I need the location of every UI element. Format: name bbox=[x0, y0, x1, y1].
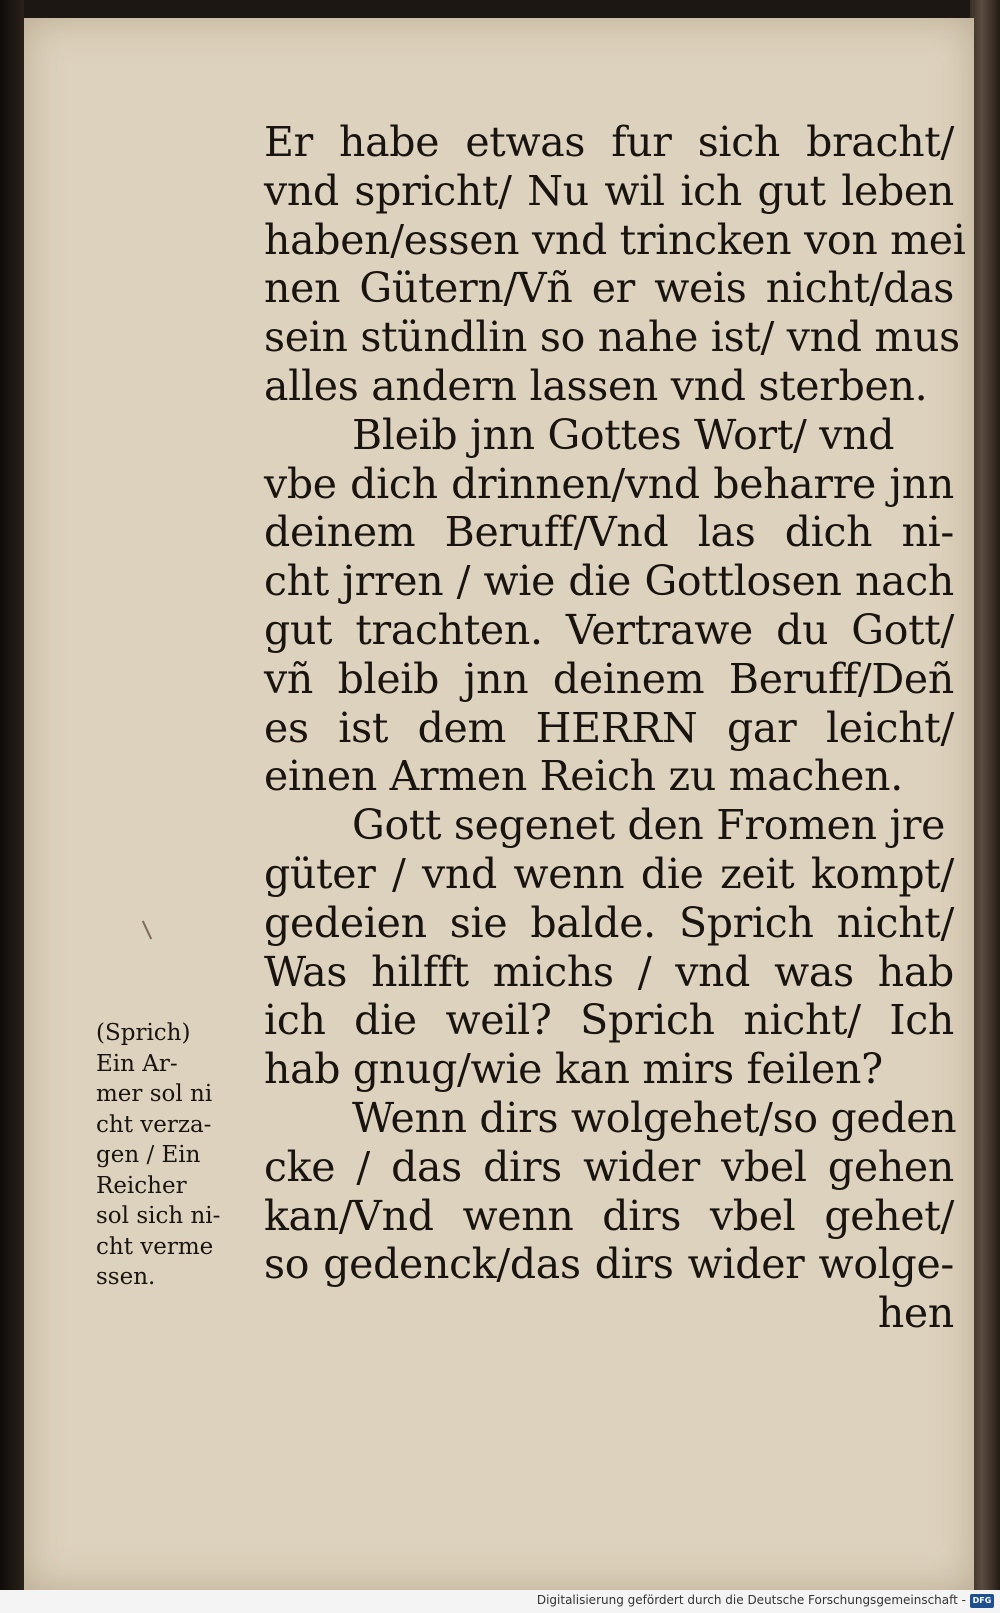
text-line: alles andern lassen vnd sterben. bbox=[264, 361, 928, 410]
page-edge-shadow bbox=[970, 0, 1000, 1590]
text-line-paragraph-start: Gott segenet den Fromen jre bbox=[352, 801, 946, 850]
margin-note-line: Reicher bbox=[96, 1172, 187, 1199]
text-line: deinem Beruff/Vnd las dich ni- bbox=[264, 508, 954, 557]
text-line: sein stündlin so nahe ist/ vnd mus bbox=[264, 313, 960, 362]
catchword: hen bbox=[877, 1289, 954, 1338]
text-line: cht jrren / wie die Gottlosen nach bbox=[264, 557, 954, 606]
text-line-paragraph-start: Wenn dirs wolgehet/so geden bbox=[352, 1093, 957, 1142]
text-line: Er habe etwas fur sich bracht/ bbox=[264, 118, 954, 166]
margin-note-line: sol sich ni- bbox=[96, 1203, 221, 1229]
text-line: kan/Vnd wenn dirs vbel gehet/ bbox=[264, 1191, 954, 1240]
text-line: nen Gütern/Vñ er weis nicht/das bbox=[264, 264, 954, 313]
text-line: hab gnug/wie kan mirs feilen? bbox=[264, 1045, 883, 1094]
margin-note-line: mer sol ni bbox=[96, 1081, 213, 1107]
text-line: güter / vnd wenn die zeit kompt/ bbox=[264, 849, 954, 898]
book-binding-shadow bbox=[0, 0, 24, 1590]
text-line: vnd spricht/ Nu wil ich gut leben bbox=[264, 166, 954, 215]
text-line: vbe dich drinnen/vnd beharre jnn bbox=[264, 459, 954, 508]
text-line: gedeien sie balde. Sprich nicht/ bbox=[264, 898, 954, 947]
text-line: es ist dem HERRN gar leicht/ bbox=[264, 703, 954, 752]
ink-mark bbox=[142, 921, 152, 940]
text-line: ich die weil? Sprich nicht/ Ich bbox=[264, 996, 954, 1045]
dfg-logo-icon: DFG bbox=[970, 1594, 994, 1608]
margin-note-line: ssen. bbox=[96, 1264, 156, 1290]
main-text-block bbox=[264, 118, 966, 1338]
margin-note-line: Ein Ar- bbox=[96, 1050, 178, 1077]
margin-note-line: (Sprich) bbox=[96, 1020, 191, 1046]
digitization-footer bbox=[0, 1590, 1000, 1613]
text-line: vñ bleib jnn deinem Beruff/Deñ bbox=[264, 654, 954, 703]
margin-note-line: cht verme bbox=[96, 1233, 214, 1260]
book-page bbox=[24, 18, 974, 1590]
margin-note-line: cht verza- bbox=[96, 1111, 212, 1138]
text-line: gut trachten. Vertrawe du Gott/ bbox=[264, 605, 954, 654]
marginal-note bbox=[96, 1018, 256, 1293]
text-line: haben/essen vnd trincken von mei bbox=[264, 215, 966, 264]
text-line: so gedenck/das dirs wider wolge- bbox=[264, 1240, 954, 1289]
text-line-paragraph-start: Bleib jnn Gottes Wort/ vnd bbox=[352, 410, 895, 459]
funding-credit: Digitalisierung gefördert durch die Deutsche Forschungsgemeinschaft - bbox=[536, 1593, 966, 1607]
margin-note-line: gen / Ein bbox=[96, 1142, 201, 1168]
text-line: Was hilfft michs / vnd was hab bbox=[264, 947, 954, 996]
text-line: einen Armen Reich zu machen. bbox=[264, 752, 903, 801]
text-line: cke / das dirs wider vbel gehen bbox=[264, 1142, 954, 1191]
